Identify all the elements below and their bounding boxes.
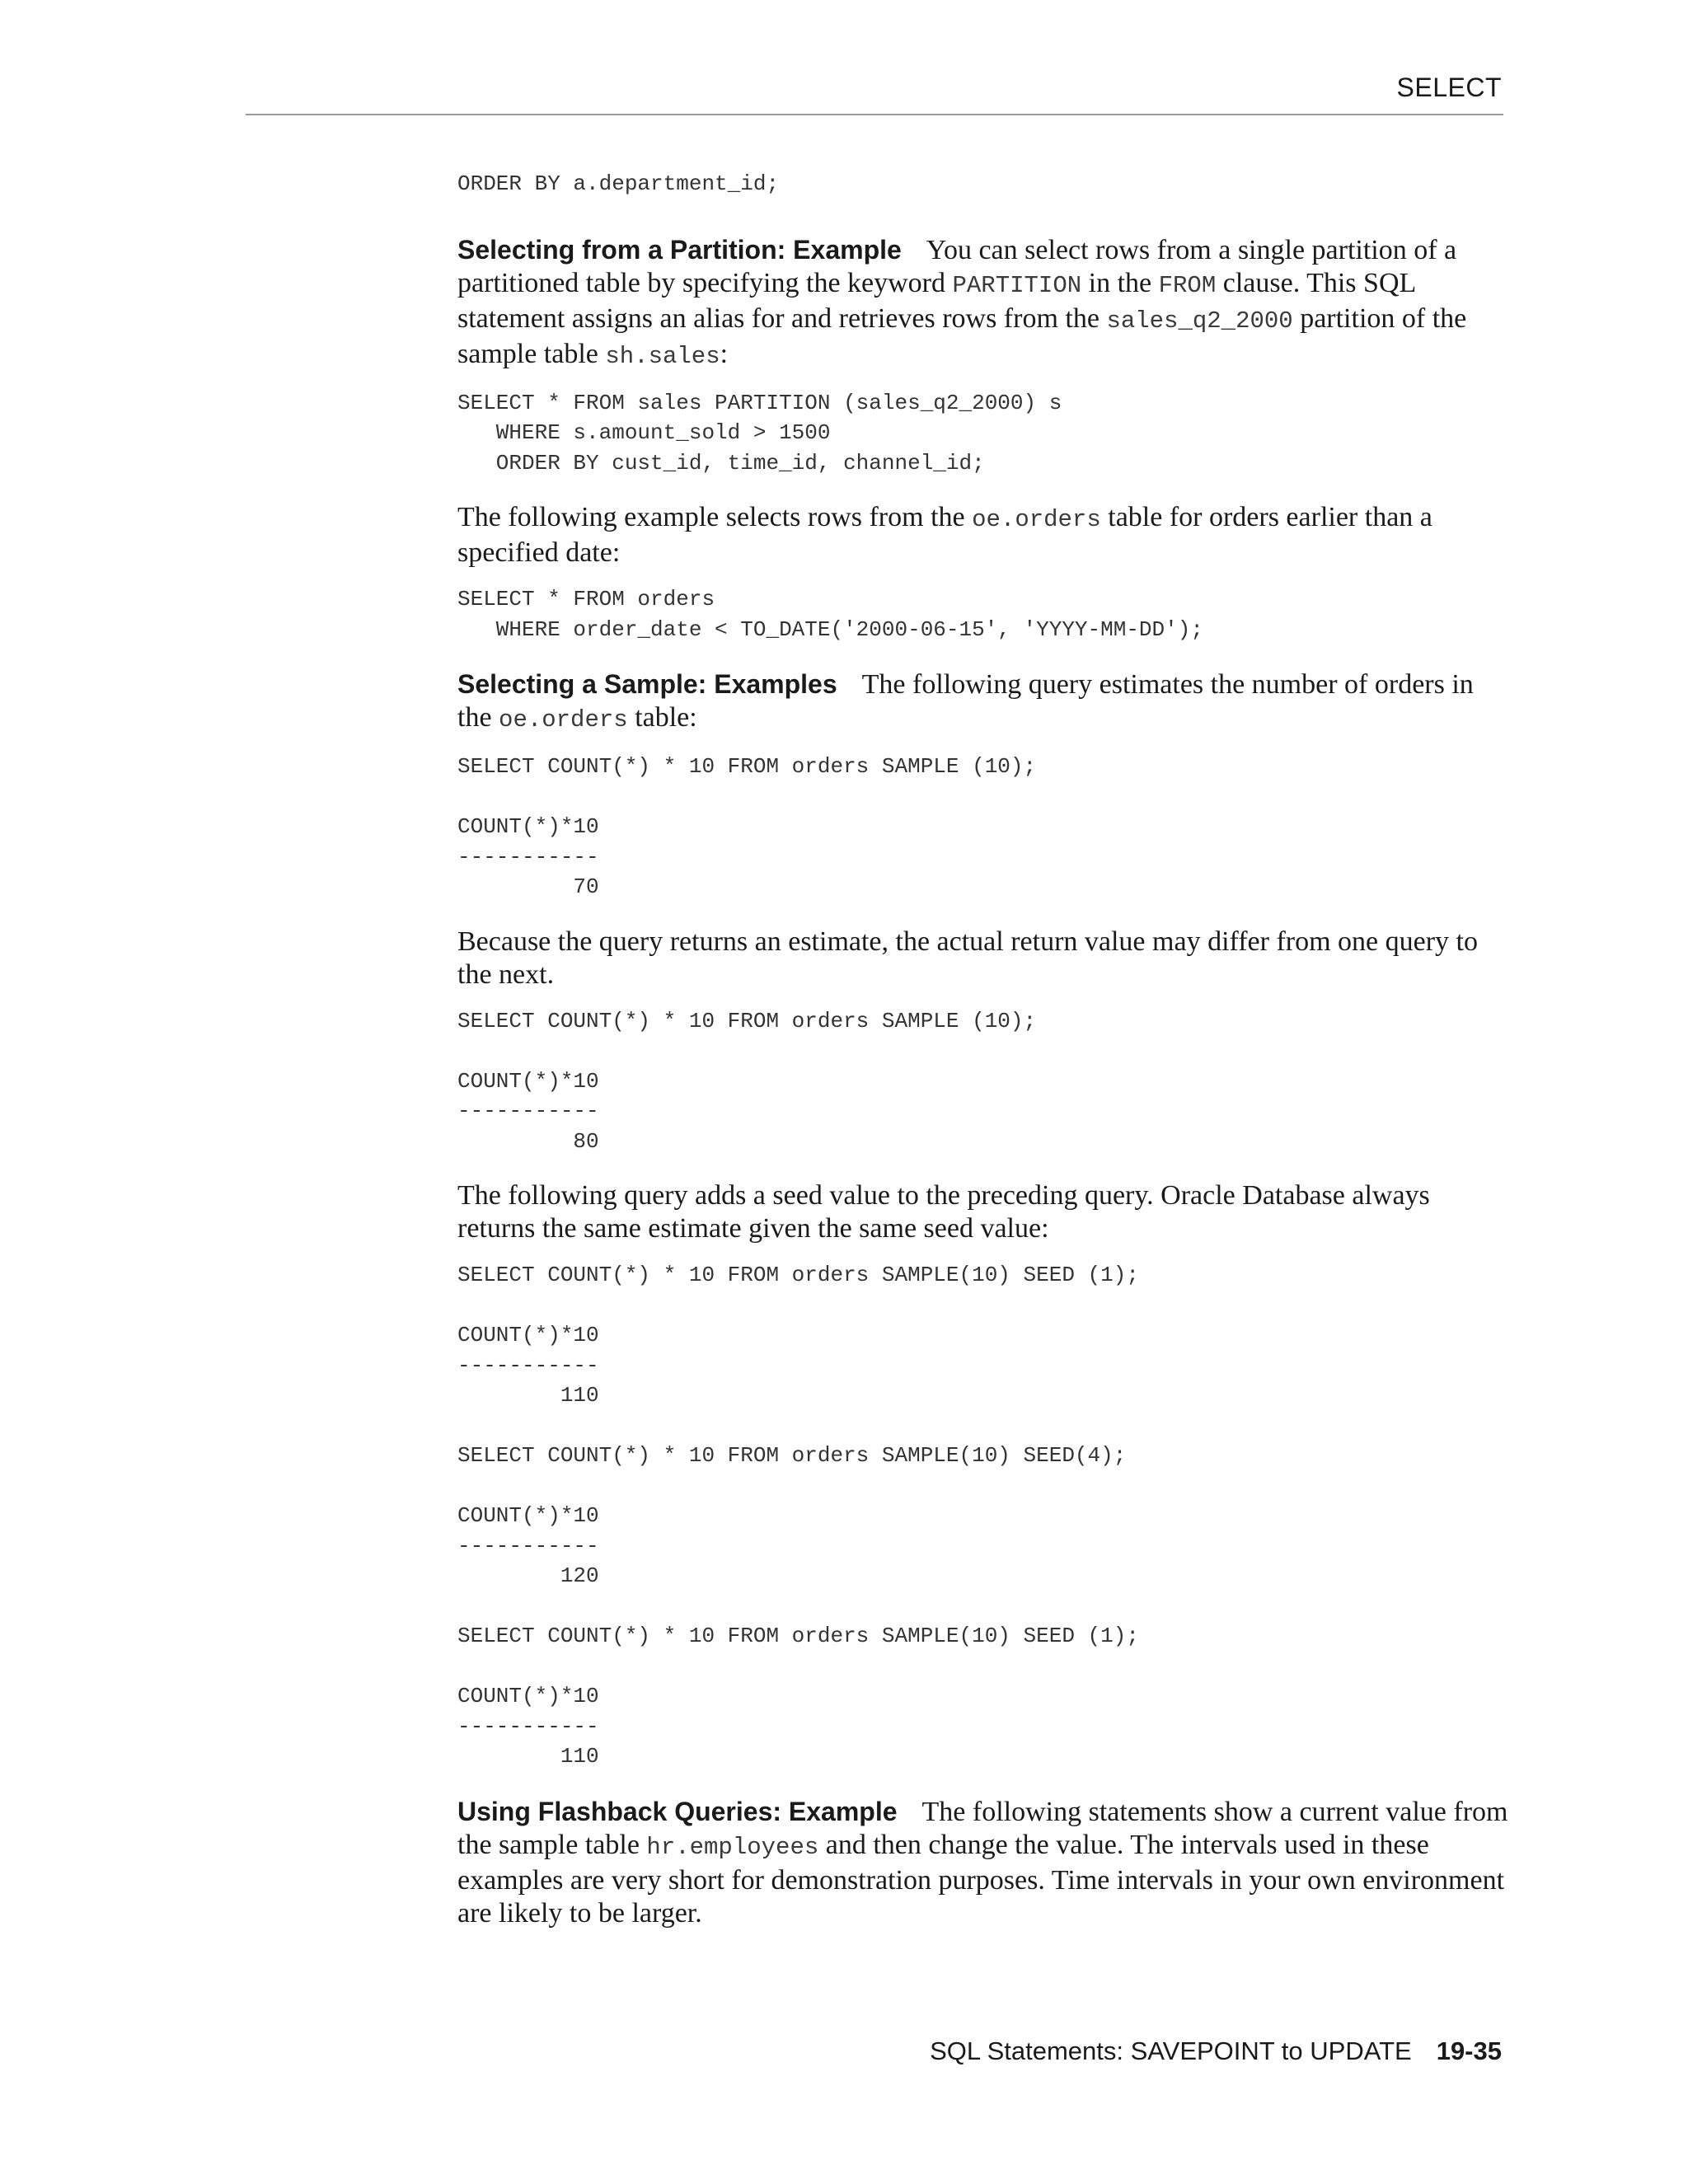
text-run: in the: [1081, 267, 1159, 298]
code-block-partition-query: SELECT * FROM sales PARTITION (sales_q2_2000) s WHERE s.amount_sold > 1500 ORDER BY cust_id, time_id, channel_id;: [457, 390, 1062, 476]
text-run: You can select rows from a single partition of a partitioned table by specifying the keyword: [457, 234, 1457, 298]
paragraph-estimate-differs: Because the query returns an estimate, the actual return value may differ from one query to the next.: [457, 926, 1478, 990]
section-lead-flashback: Using Flashback Queries: Example: [457, 1796, 898, 1826]
code-term: sales_q2_2000: [1106, 307, 1293, 335]
text-run: partition of the sample table: [457, 302, 1467, 369]
code-term: PARTITION: [952, 271, 1082, 299]
page-content: [457, 169, 1508, 1930]
code-term: oe.orders: [499, 706, 628, 733]
code-block-order-by: ORDER BY a.department_id;: [457, 171, 780, 196]
paragraph-orders-date: [457, 501, 1508, 569]
code-term: FROM: [1158, 271, 1217, 299]
text-run: table for orders earlier than a specified date:: [457, 502, 1432, 568]
code-term: hr.employees: [646, 1833, 819, 1861]
paragraph-partition-example: [457, 233, 1508, 373]
section-lead-partition: Selecting from a Partition: Example: [457, 234, 902, 265]
code-block-orders-date-query: SELECT * FROM orders WHERE order_date < TO_DATE('2000-06-15', 'YYYY-MM-DD');: [457, 587, 1203, 642]
text-run: :: [720, 338, 729, 369]
text-run: table:: [627, 702, 697, 733]
page-number: 19-35: [1436, 2036, 1502, 2065]
code-block-sample-80: SELECT COUNT(*) * 10 FROM orders SAMPLE (10); COUNT(*)*10 ----------- 80: [457, 1008, 1037, 1154]
footer-book-title: SQL Statements: SAVEPOINT to UPDATE: [930, 2036, 1412, 2065]
running-header: SELECT: [1396, 73, 1502, 102]
paragraph-seed-value: The following query adds a seed value to the preceding query. Oracle Database always returns the same estimate given the same seed value:: [457, 1180, 1430, 1244]
header-divider: [246, 114, 1503, 115]
paragraph-sample-examples: [457, 668, 1508, 737]
paragraph-flashback-example: [457, 1795, 1508, 1930]
code-block-seed-queries: SELECT COUNT(*) * 10 FROM orders SAMPLE(10) SEED (1); COUNT(*)*10 ----------- 110 SELECT COUNT(*) * 10 FROM orders SAMPLE(10) SEED(4); COUNT(*)*10 ----------- 120 SELECT COUNT(*) * 10 FROM orders SAMPLE(10) SEED (1); COUNT(*)*10 ----------- 110: [457, 1263, 1139, 1769]
code-block-sample-70: SELECT COUNT(*) * 10 FROM orders SAMPLE (10); COUNT(*)*10 ----------- 70: [457, 754, 1037, 899]
code-term: oe.orders: [972, 506, 1101, 533]
text-run: clause. This SQL statement assigns an alias for and retrieves rows from the: [457, 267, 1416, 334]
section-lead-sample: Selecting a Sample: Examples: [457, 669, 837, 699]
page-footer: [930, 2036, 1502, 2066]
text-run: The following statements show a current value from the sample table: [457, 1796, 1508, 1860]
text-run: and then change the value. The intervals used in these examples are very short for demonstration purposes. Time intervals in your own environment are likely to be larger.: [457, 1829, 1505, 1929]
text-run: The following query estimates the number of orders in the: [457, 669, 1474, 733]
text-run: The following example selects rows from the: [457, 502, 973, 532]
code-term: sh.sales: [605, 342, 720, 370]
